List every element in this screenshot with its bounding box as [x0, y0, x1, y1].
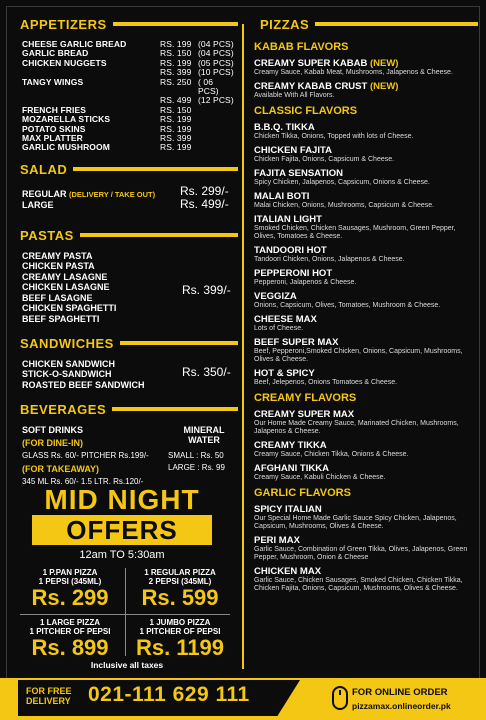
- pizza-title-text: SPICY ITALIAN: [254, 504, 322, 515]
- deal-price: Rs. 599: [141, 585, 219, 610]
- midnight-title: MID NIGHT: [44, 484, 200, 515]
- pizza-name: [254, 463, 478, 474]
- pizza-description: Tandoori Chicken, Onions, Jalapenos & Cheese.: [254, 256, 405, 263]
- pizza-name: [254, 268, 478, 279]
- pizza-title-text: PERI MAX: [254, 535, 300, 546]
- pizza-title-text: CHICKEN FAJITA: [254, 145, 332, 156]
- garlic-flavors-heading: GARLIC FLAVORS: [254, 487, 351, 499]
- item-pieces: [198, 115, 234, 124]
- item-name: FRENCH FRIES: [22, 104, 87, 115]
- pasta-item: CREAMY PASTA: [22, 250, 93, 261]
- pasta-price: Rs. 399/-: [182, 282, 231, 297]
- pizza-title-text: AFGHANI TIKKA: [254, 463, 329, 474]
- water-small-price: SMALL : Rs. 50: [168, 450, 224, 460]
- creamy-list: [254, 409, 478, 482]
- salad-large-price: Rs. 499/-: [180, 196, 229, 211]
- pizza-title-text: CREAMY SUPER KABAB: [254, 58, 368, 69]
- pasta-item: CREAMY LASAGNE: [22, 271, 108, 282]
- item-name: GARLIC BREAD: [22, 48, 89, 59]
- item-pieces: ( 06 PCS): [198, 76, 219, 97]
- salad-header: [10, 159, 238, 181]
- item-price: RS. 199: [160, 57, 192, 68]
- sandwich-price: Rs. 350/-: [182, 364, 231, 379]
- item-name: CHEESE GARLIC BREAD: [22, 39, 127, 49]
- item-name: GARLIC MUSHROOM: [22, 142, 110, 153]
- right-column: [250, 14, 478, 597]
- salad-regular-price: Rs. 299/-: [180, 183, 229, 198]
- sandwiches-title: SANDWICHES: [10, 333, 120, 355]
- mineral-water-label: MINERAL WATER: [183, 424, 225, 445]
- item-pieces: (10 PCS): [198, 67, 234, 78]
- pizza-description: Beef, Jelepenos, Onions Tomatoes & Cheese.: [254, 379, 398, 386]
- water-large-price: LARGE : Rs. 99: [168, 462, 225, 472]
- salad-block: [10, 185, 238, 225]
- pizza-description: Chicken Fajita, Onions, Capsicum & Cheese.: [254, 156, 395, 163]
- pizza-description: Creamy Sauce, Chicken Tikka, Onions & Cheese.: [254, 451, 409, 458]
- pizza-name: [254, 291, 478, 302]
- appetizers-title: APPETIZERS: [10, 14, 113, 36]
- mouse-icon: [332, 686, 348, 710]
- footer-bar: [0, 678, 486, 720]
- pizza-description: Onions, Capsicum, Olives, Tomatoes, Mushroom & Cheese.: [254, 302, 441, 309]
- item-pieces: (04 PCS): [198, 48, 234, 59]
- pizza-description: Our Home Made Creamy Sauce, Marinated Chicken, Mushrooms, Jalapenos & Cheese.: [254, 420, 459, 435]
- kabab-flavors-heading: KABAB FLAVORS: [254, 41, 349, 53]
- item-name: MAX PLATTER: [22, 133, 83, 144]
- pizza-title-text: CHEESE MAX: [254, 314, 317, 325]
- left-column: [10, 14, 238, 515]
- item-price: RS. 399: [160, 67, 192, 78]
- pizzas-title: PIZZAS: [250, 14, 315, 36]
- midnight-offers: [22, 485, 222, 561]
- soft-drinks-label: SOFT DRINKS: [22, 424, 84, 435]
- pizzas-header: [250, 14, 478, 36]
- salad-large: LARGE: [22, 199, 54, 210]
- pizza-title-text: CHICKEN MAX: [254, 566, 322, 577]
- pizza-name: [254, 81, 478, 92]
- pizza-description: Chicken Tikka, Onions, Topped with lots of Cheese.: [254, 133, 414, 140]
- pasta-item: BEEF LASAGNE: [22, 292, 93, 303]
- online-order-link[interactable]: pizzamax.onlineorder.pk: [352, 701, 451, 711]
- takeaway-label: (FOR TAKEAWAY): [22, 463, 100, 474]
- pizza-name: [254, 409, 478, 420]
- new-badge: (NEW): [369, 58, 399, 69]
- pizza-name: [254, 168, 478, 179]
- appetizers-header: [10, 14, 238, 36]
- pizza-title-text: CREAMY TIKKA: [254, 440, 327, 451]
- pizza-title-text: B.B.Q. TIKKA: [254, 122, 315, 133]
- item-name: MOZARELLA STICKS: [22, 114, 111, 125]
- pizza-name: [254, 566, 478, 577]
- pizza-title-text: TANDOORI HOT: [254, 245, 327, 256]
- sandwich-item: STICK-O-SANDWICH: [22, 369, 112, 380]
- deal-card: 1 JUMBO PIZZA 1 PITCHER OF PEPSI Rs. 1199: [130, 618, 230, 660]
- pastas-title: PASTAS: [10, 225, 80, 247]
- pizza-title-text: FAJITA SENSATION: [254, 168, 344, 179]
- pizza-title-text: VEGGIZA: [254, 291, 297, 302]
- pizza-name: [254, 535, 478, 546]
- item-price: RS. 199: [160, 123, 192, 134]
- item-price: RS. 150: [160, 104, 192, 115]
- pizza-title-text: CREAMY KABAB CRUST: [254, 81, 368, 92]
- takeaway-prices: 345 ML Rs. 60/- 1.5 LTR. Rs.120/-: [22, 476, 144, 486]
- creamy-flavors-heading: CREAMY FLAVORS: [254, 392, 357, 404]
- dine-in-label: (FOR DINE-IN): [22, 437, 83, 448]
- pizza-name: [254, 337, 478, 348]
- offers-banner: OFFERS: [32, 515, 212, 545]
- new-badge: (NEW): [369, 81, 399, 92]
- pizza-title-text: BEEF SUPER MAX: [254, 337, 339, 348]
- column-divider: [242, 24, 244, 669]
- item-pieces: (05 PCS): [198, 57, 234, 68]
- pizza-title-text: PEPPERONI HOT: [254, 268, 333, 279]
- salad-title: SALAD: [10, 159, 73, 181]
- pizza-description: Smoked Chicken, Chicken Sausages, Mushroom, Green Pepper, Olives, Tomatoes & Cheese.: [254, 225, 456, 240]
- pizza-name: [254, 314, 478, 325]
- item-pieces: [198, 143, 234, 152]
- sandwich-item: ROASTED BEEF SANDWICH: [22, 379, 145, 390]
- pizza-description: Available With All Flavors.: [254, 92, 335, 99]
- appetizer-list: [10, 40, 238, 153]
- deal-card: 1 P.PAN PIZZA 1 PEPSI (345ML) Rs. 299: [20, 568, 120, 610]
- pasta-item: CHICKEN SPAGHETTI: [22, 303, 117, 314]
- item-pieces: [198, 125, 234, 134]
- pastas-header: [10, 225, 238, 247]
- free-delivery-label: FOR FREE DELIVERY: [26, 686, 72, 706]
- item-price: RS. 250: [160, 76, 192, 87]
- deal-divider: [20, 614, 230, 615]
- deal-card: 1 REGULAR PIZZA 2 PEPSI (345ML) Rs. 599: [130, 568, 230, 610]
- pasta-item: BEEF SPAGHETTI: [22, 313, 100, 324]
- pizza-title-text: HOT & SPICY: [254, 368, 315, 379]
- menu-item-row: [10, 143, 238, 152]
- item-price: RS. 199: [160, 39, 192, 49]
- garlic-list: [254, 504, 478, 593]
- menu-item-row: [10, 78, 238, 97]
- pizza-description: Lots of Cheese.: [254, 325, 304, 332]
- pizza-title-text: ITALIAN LIGHT: [254, 214, 322, 225]
- pizza-name: [254, 440, 478, 451]
- sandwich-item: CHICKEN SANDWICH: [22, 358, 115, 369]
- deal-card: 1 LARGE PIZZA 1 PITCHER OF PEPSI Rs. 899: [20, 618, 120, 660]
- item-name: TANGY WINGS: [22, 76, 84, 87]
- sandwich-block: [10, 359, 238, 399]
- pizza-description: Spicy Chicken, Jalapenos, Capsicum, Onions & Cheese.: [254, 179, 430, 186]
- pizza-name: [254, 145, 478, 156]
- online-order-label: FOR ONLINE ORDER: [352, 687, 448, 698]
- pizza-description: Creamy Sauce, Kabuli Chicken & Cheese.: [254, 474, 386, 481]
- pizza-name: [254, 122, 478, 133]
- pizza-description: Our Special Home Made Garlic Sauce Spicy Chicken, Jalapenos, Capsicum, Mushrooms, Olives & Cheese.: [254, 515, 457, 530]
- item-pieces: [198, 106, 234, 115]
- pizza-name: [254, 191, 478, 202]
- kabab-list: [254, 58, 478, 100]
- item-pieces: (04 PCS): [198, 39, 234, 49]
- pasta-item: CHICKEN LASAGNE: [22, 282, 110, 293]
- pizza-description: Garlic Sauce, Combination of Green Tikka, Olives, Jalapenos, Green Pepper, Mushroom, Onion & Cheese: [254, 546, 468, 561]
- item-price: RS. 399: [160, 133, 192, 144]
- classic-flavors-heading: CLASSIC FLAVORS: [254, 105, 358, 117]
- pizza-name: [254, 504, 478, 515]
- deal-divider: [125, 568, 126, 656]
- pizza-description: Creamy Sauce, Kabab Meat, Mushrooms, Jalapenos & Cheese.: [254, 69, 453, 76]
- pasta-item: CHICKEN PASTA: [22, 261, 95, 272]
- pizza-name: [254, 214, 478, 225]
- pasta-block: [10, 251, 238, 333]
- deal-price: Rs. 1199: [135, 635, 225, 660]
- pizza-description: Pepperoni, Jalapenos & Cheese.: [254, 279, 357, 286]
- pizza-title-text: CREAMY SUPER MAX: [254, 409, 355, 420]
- item-price: RS. 199: [160, 142, 192, 153]
- inclusive-taxes-note: Inclusive all taxes: [90, 660, 164, 670]
- pizza-title-text: MALAI BOTI: [254, 191, 310, 202]
- item-name: CHICKEN NUGGETS: [22, 57, 107, 68]
- pizza-name: [254, 58, 478, 69]
- deal-price: Rs. 899: [31, 635, 109, 660]
- item-price: RS. 150: [160, 48, 192, 59]
- deal-price: Rs. 299: [31, 585, 109, 610]
- offer-time: 12am TO 5:30am: [79, 549, 165, 561]
- pizza-name: [254, 245, 478, 256]
- beverages-header: [10, 399, 238, 421]
- pizza-description: Beef, Pepperoni,Smoked Chicken, Onions, Capsicum, Mushrooms, Olives & Cheese.: [254, 348, 463, 363]
- salad-note: (DELIVERY / TAKE OUT): [69, 189, 156, 199]
- item-price: RS. 499: [160, 95, 192, 106]
- salad-regular: REGULAR: [22, 188, 67, 199]
- dine-in-prices: GLASS Rs. 60/- PITCHER Rs.199/-: [22, 450, 149, 460]
- pizza-name: [254, 368, 478, 379]
- item-pieces: (12 PCS): [198, 95, 234, 106]
- item-name: POTATO SKINS: [22, 123, 86, 134]
- item-pieces: [198, 134, 234, 143]
- delivery-phone[interactable]: 021-111 629 111: [88, 683, 250, 706]
- item-price: RS. 199: [160, 114, 192, 125]
- beverages-title: BEVERAGES: [10, 399, 112, 421]
- pizza-description: Garlic Sauce, Chicken Sausages, Smoked Chicken, Chicken Tikka, Chicken Fajita, Onions, Capsicum, Mushrooms, Olives & Cheese.: [254, 577, 463, 592]
- classic-list: [254, 122, 478, 387]
- sandwiches-header: [10, 333, 238, 355]
- pizza-description: Malai Chicken, Onions, Mushrooms, Capsicum & Cheese.: [254, 202, 435, 209]
